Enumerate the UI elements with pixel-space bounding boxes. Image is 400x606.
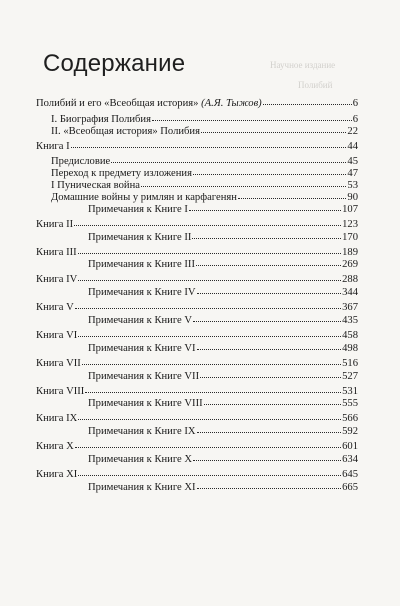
- toc-page-number: 6: [352, 114, 358, 125]
- toc-page-number: 435: [342, 314, 358, 326]
- toc-entry: [36, 286, 358, 298]
- toc-entry-label: [36, 219, 73, 232]
- toc-page-number: 344: [342, 287, 358, 299]
- dot-leader: [75, 300, 341, 309]
- toc-page-number: 123: [342, 218, 358, 230]
- dot-leader: [263, 96, 352, 105]
- toc-entry-title: Книга XI: [36, 468, 78, 480]
- toc-page-number: 107: [342, 203, 358, 215]
- toc-entry-title: Примечания к Книге VIII: [88, 398, 203, 410]
- toc-entry-label: [88, 232, 191, 244]
- toc-entry-title: Книга VI: [36, 329, 78, 341]
- dot-leader: [78, 411, 341, 420]
- toc-entry-title: Примечания к Книге X: [88, 453, 193, 465]
- toc-entry-title: Книга IX: [36, 413, 78, 425]
- toc-entry: [36, 314, 358, 326]
- toc-entry: [36, 258, 358, 270]
- page-title: Содержание: [43, 50, 186, 77]
- toc-entry-label: [36, 302, 74, 315]
- toc-entry-title: Примечания к Книге II: [88, 231, 192, 243]
- toc-entry-title: Книга V: [36, 302, 74, 314]
- toc-page-number: 22: [347, 126, 358, 137]
- toc-entry-title: Домашние войны у римлян и карфагенян: [51, 191, 237, 203]
- toc-page-number: 458: [342, 329, 358, 341]
- dot-leader: [78, 272, 341, 281]
- toc-entry-label: [88, 371, 199, 383]
- bleed-through-text-2: Полибий: [298, 80, 333, 90]
- toc-entry-title: Примечания к Книге I: [88, 203, 188, 215]
- toc-page-number: 645: [342, 468, 358, 480]
- toc-entry-title: Примечания к Книге IX: [88, 426, 196, 438]
- toc-page-number: 601: [342, 441, 358, 453]
- toc-page-number: 53: [347, 179, 358, 191]
- dot-leader: [193, 313, 341, 322]
- toc-entry-label: [88, 287, 196, 299]
- dot-leader: [78, 328, 341, 337]
- toc-page-number: 665: [342, 481, 358, 493]
- toc-entry-label: [36, 274, 77, 287]
- toc-entry-title: Книга III: [36, 246, 77, 258]
- dot-leader: [193, 166, 346, 175]
- toc-entry-title: Книга VIII: [36, 385, 85, 397]
- toc-entry: [36, 397, 358, 409]
- dot-leader: [197, 424, 342, 433]
- dot-leader: [78, 467, 341, 476]
- toc-entry-title: Примечания к Книге VI: [88, 342, 196, 354]
- toc-entry-title: Примечания к Книге III: [88, 259, 195, 271]
- toc-entry-title: Книга IV: [36, 274, 78, 286]
- toc-page-number: 531: [342, 385, 358, 397]
- toc-page-number: 555: [342, 398, 358, 410]
- dot-leader: [75, 439, 341, 448]
- toc-entry-label: [88, 315, 192, 327]
- toc-entry: [36, 370, 358, 382]
- toc-page-number: 634: [342, 453, 358, 465]
- toc-entry-label: [88, 398, 203, 410]
- toc-entry-title: Книга VII: [36, 357, 81, 369]
- toc-entry-label: [51, 126, 200, 138]
- toc-entry-label: [88, 454, 192, 466]
- toc-entry-title: Книга II: [36, 218, 74, 230]
- dot-leader: [238, 190, 346, 199]
- toc-entry: [36, 203, 358, 215]
- toc-entry-title: Переход к предмету изложения: [51, 167, 192, 179]
- toc-entry-label: [51, 114, 151, 126]
- dot-leader: [152, 112, 352, 121]
- toc-page-number: 516: [342, 357, 358, 369]
- toc-page-number: 288: [342, 274, 358, 286]
- toc-entry-label: [36, 469, 77, 482]
- toc-page-number: 189: [342, 246, 358, 258]
- dot-leader: [197, 285, 342, 294]
- toc-page-number: 269: [342, 259, 358, 271]
- toc-entry: [36, 97, 358, 109]
- toc-entry-title: Предисловие: [51, 155, 111, 167]
- toc-entry-title: Полибий и его «Всеобщая история»: [36, 98, 199, 109]
- toc-page-number: 6: [352, 98, 358, 109]
- toc-entry-author: (А.Я. Тыжов): [201, 98, 262, 109]
- toc-page-number: 47: [347, 167, 358, 179]
- toc-entry-label: [36, 141, 70, 154]
- toc-page-number: 592: [342, 426, 358, 438]
- dot-leader: [200, 369, 341, 378]
- dot-leader: [141, 178, 346, 187]
- toc-entry-label: [88, 259, 195, 271]
- toc-page-number: 498: [342, 342, 358, 354]
- dot-leader: [71, 139, 347, 148]
- toc-entry-title: Книга X: [36, 441, 74, 453]
- toc-page-number: 170: [342, 231, 358, 243]
- toc-entry-title: Примечания к Книге VII: [88, 370, 200, 382]
- dot-leader: [111, 154, 346, 163]
- toc-entry: [36, 481, 358, 493]
- toc-entry-title: Книга I: [36, 141, 70, 152]
- dot-leader: [197, 480, 342, 489]
- toc-entry: [36, 453, 358, 465]
- toc-entry-label: [51, 156, 110, 168]
- dot-leader: [82, 356, 341, 365]
- dot-leader: [204, 396, 341, 405]
- toc-entry: [36, 125, 358, 137]
- toc-entry-title: I. Биография Полибия: [51, 114, 151, 125]
- dot-leader: [197, 341, 342, 350]
- toc-page-number: 44: [347, 141, 358, 152]
- toc-page-number: 45: [347, 155, 358, 167]
- toc-entry-label: [36, 386, 84, 399]
- dot-leader: [85, 384, 341, 393]
- toc-entry-label: [36, 330, 77, 343]
- dot-leader: [78, 245, 341, 254]
- toc-entry-label: [36, 413, 77, 426]
- toc-entry-label: [36, 441, 74, 454]
- toc-entry-title: Примечания к Книге V: [88, 314, 193, 326]
- toc-entry-label: [36, 358, 81, 371]
- toc-entry-label: [36, 98, 262, 110]
- toc-entry: [36, 425, 358, 437]
- toc-entry-title: Примечания к Книге XI: [88, 481, 196, 493]
- toc-entry-label: [51, 180, 140, 192]
- toc-entry-label: [88, 426, 196, 438]
- dot-leader: [196, 257, 341, 266]
- toc-entry: [36, 231, 358, 243]
- toc-entry: [36, 342, 358, 354]
- dot-leader: [189, 202, 341, 211]
- toc-entry-title: II. «Всеобщая история» Полибия: [51, 126, 200, 137]
- toc-entry-label: [88, 343, 196, 355]
- toc-entry-label: [88, 204, 188, 216]
- dot-leader: [201, 124, 346, 133]
- dot-leader: [193, 452, 341, 461]
- table-of-contents: [36, 97, 358, 493]
- toc-page-number: 566: [342, 413, 358, 425]
- bleed-through-text-1: Научное издание: [270, 60, 336, 70]
- toc-book-entry: [36, 140, 358, 153]
- toc-entry-label: [36, 247, 77, 260]
- toc-page-number: 90: [347, 191, 358, 203]
- dot-leader: [74, 217, 341, 226]
- toc-entry-title: Примечания к Книге IV: [88, 287, 196, 299]
- toc-entry-title: I Пуническая война: [51, 179, 140, 191]
- dot-leader: [192, 230, 341, 239]
- toc-page-number: 527: [342, 370, 358, 382]
- toc-page-number: 367: [342, 302, 358, 314]
- toc-entry-label: [88, 482, 196, 494]
